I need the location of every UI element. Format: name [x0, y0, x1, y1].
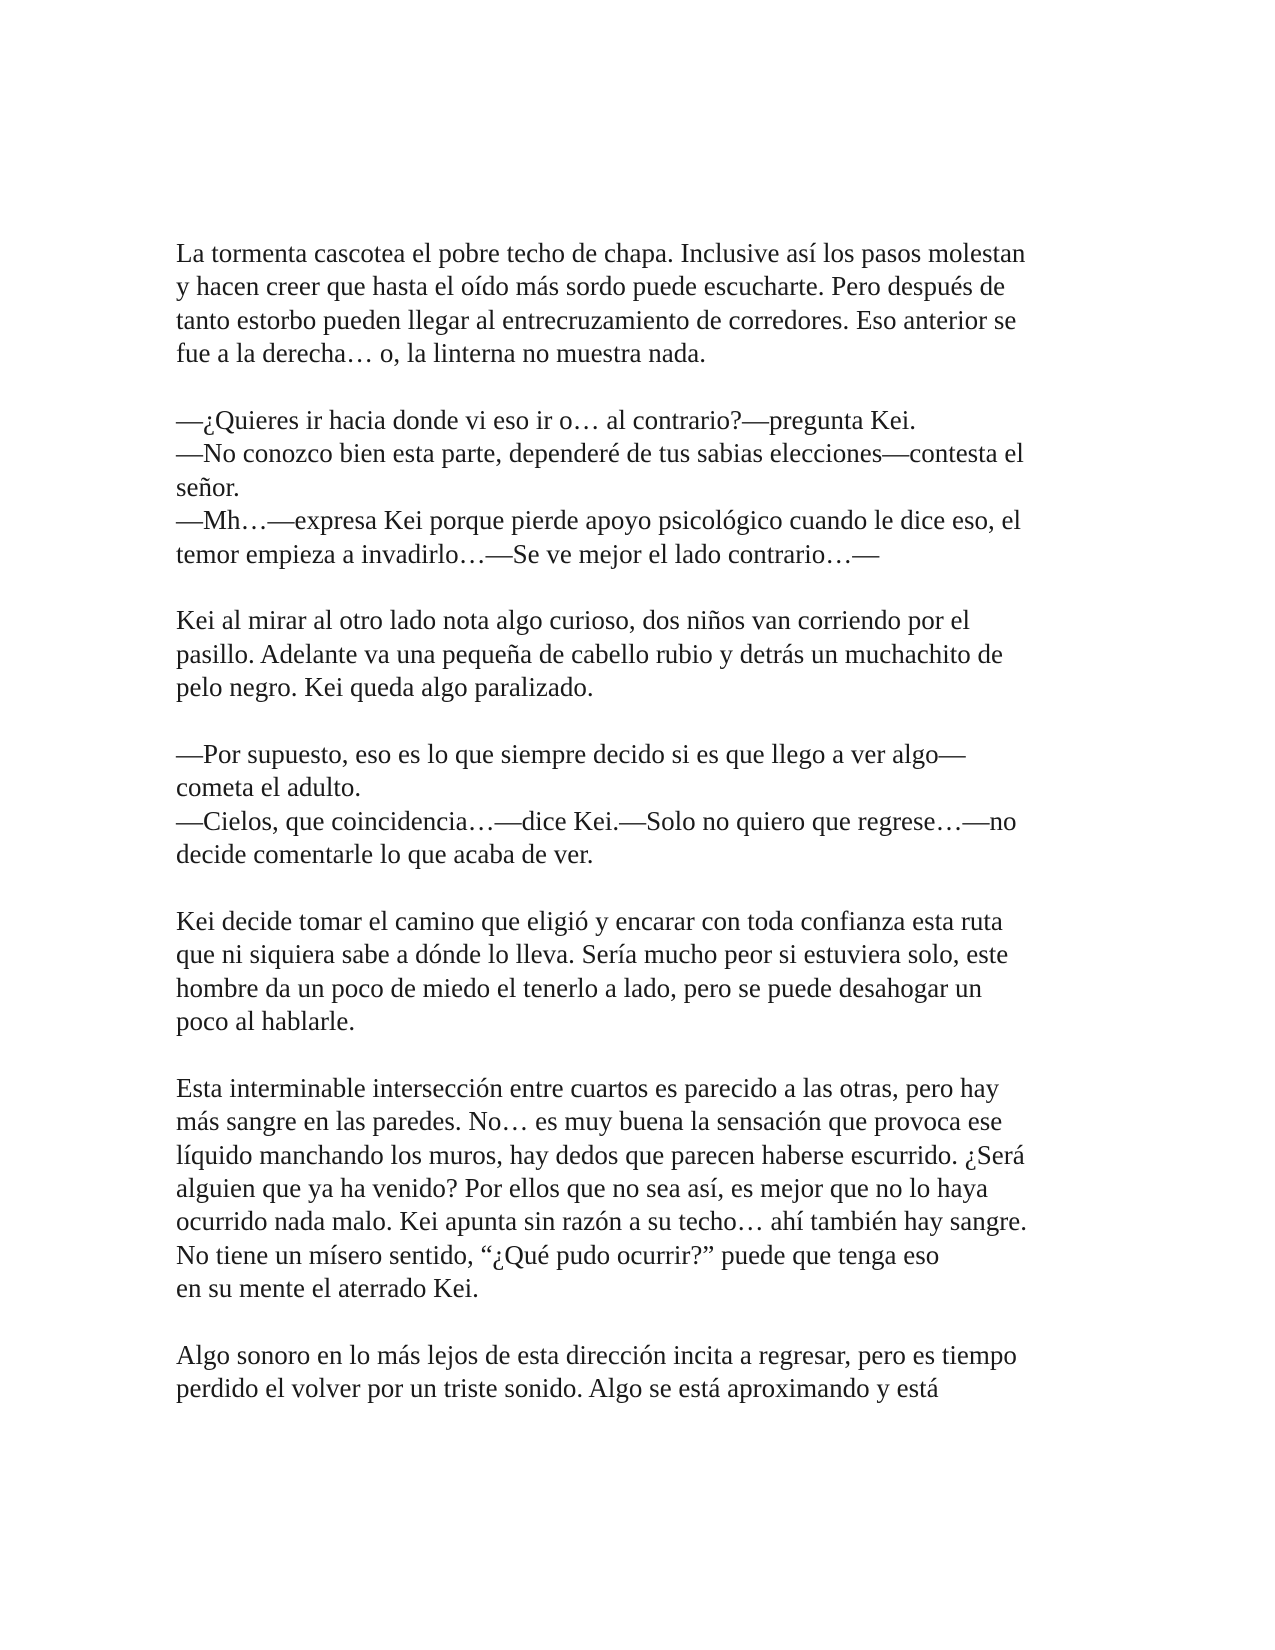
text-line: y hacen creer que hasta el oído más sordo puede escucharte. Pero después de: [176, 271, 1006, 302]
text-line: —Por supuesto, eso es lo que siempre decido si es que llego a ver algo—: [176, 738, 966, 769]
paragraph-3: [176, 604, 1116, 704]
document-body: [176, 237, 1116, 1439]
text-line: —No conozco bien esta parte, dependeré de tus sabias elecciones—contesta el: [176, 438, 1024, 469]
text-line: poco al hablarle.: [176, 1005, 356, 1036]
text-line: No tiene un mísero sentido, “¿Qué pudo ocurrir?” puede que tenga eso: [176, 1239, 940, 1270]
text-line: cometa el adulto.: [176, 772, 362, 803]
text-line: perdido el volver por un triste sonido. Algo se está aproximando y está: [176, 1373, 939, 1404]
paragraph-5: [176, 905, 1116, 1039]
text-line: fue a la derecha… o, la linterna no muestra nada.: [176, 338, 707, 369]
text-line: Kei al mirar al otro lado nota algo curioso, dos niños van corriendo por el: [176, 605, 971, 636]
text-line: alguien que ya ha venido? Por ellos que no sea así, es mejor que no lo haya: [176, 1172, 989, 1203]
paragraph-4-dialogue: [176, 738, 1116, 872]
text-line: pelo negro. Kei queda algo paralizado.: [176, 672, 594, 703]
text-line: Algo sonoro en lo más lejos de esta dirección incita a regresar, pero es tiempo: [176, 1339, 1017, 1370]
text-line: señor.: [176, 471, 240, 502]
text-line: más sangre en las paredes. No… es muy buena la sensación que provoca ese: [176, 1106, 1003, 1137]
text-line: ocurrido nada malo. Kei apunta sin razón a su techo… ahí también hay sangre.: [176, 1206, 1027, 1237]
text-line: decide comentarle lo que acaba de ver.: [176, 839, 594, 870]
text-line: —¿Quieres ir hacia donde vi eso ir o… al contrario?—pregunta Kei.: [176, 404, 916, 435]
text-line: La tormenta cascotea el pobre techo de chapa. Inclusive así los pasos molestan: [176, 238, 1026, 268]
text-line: Esta interminable intersección entre cuartos es parecido a las otras, pero hay: [176, 1072, 1000, 1103]
text-line: tanto estorbo pueden llegar al entrecruzamiento de corredores. Eso anterior se: [176, 304, 1017, 335]
text-line: en su mente el aterrado Kei.: [176, 1273, 479, 1304]
paragraph-2-dialogue: [176, 404, 1116, 571]
paragraph-1: [176, 237, 1116, 371]
text-line: —Mh…—expresa Kei porque pierde apoyo psicológico cuando le dice eso, el: [176, 505, 1021, 536]
paragraph-7: [176, 1339, 1116, 1406]
text-line: líquido manchando los muros, hay dedos que parecen haberse escurrido. ¿Será: [176, 1139, 1025, 1170]
text-line: temor empieza a invadirlo…—Se ve mejor el lado contrario…—: [176, 538, 880, 569]
text-line: que ni siquiera sabe a dónde lo lleva. Sería mucho peor si estuviera solo, este: [176, 939, 1009, 970]
text-line: hombre da un poco de miedo el tenerlo a lado, pero se puede desahogar un: [176, 972, 982, 1003]
text-line: Kei decide tomar el camino que eligió y encarar con toda confianza esta ruta: [176, 905, 1003, 936]
text-line: —Cielos, que coincidencia…—dice Kei.—Solo no quiero que regrese…—no: [176, 805, 1017, 836]
text-line: pasillo. Adelante va una pequeña de cabello rubio y detrás un muchachito de: [176, 638, 1003, 669]
paragraph-6: [176, 1072, 1116, 1306]
